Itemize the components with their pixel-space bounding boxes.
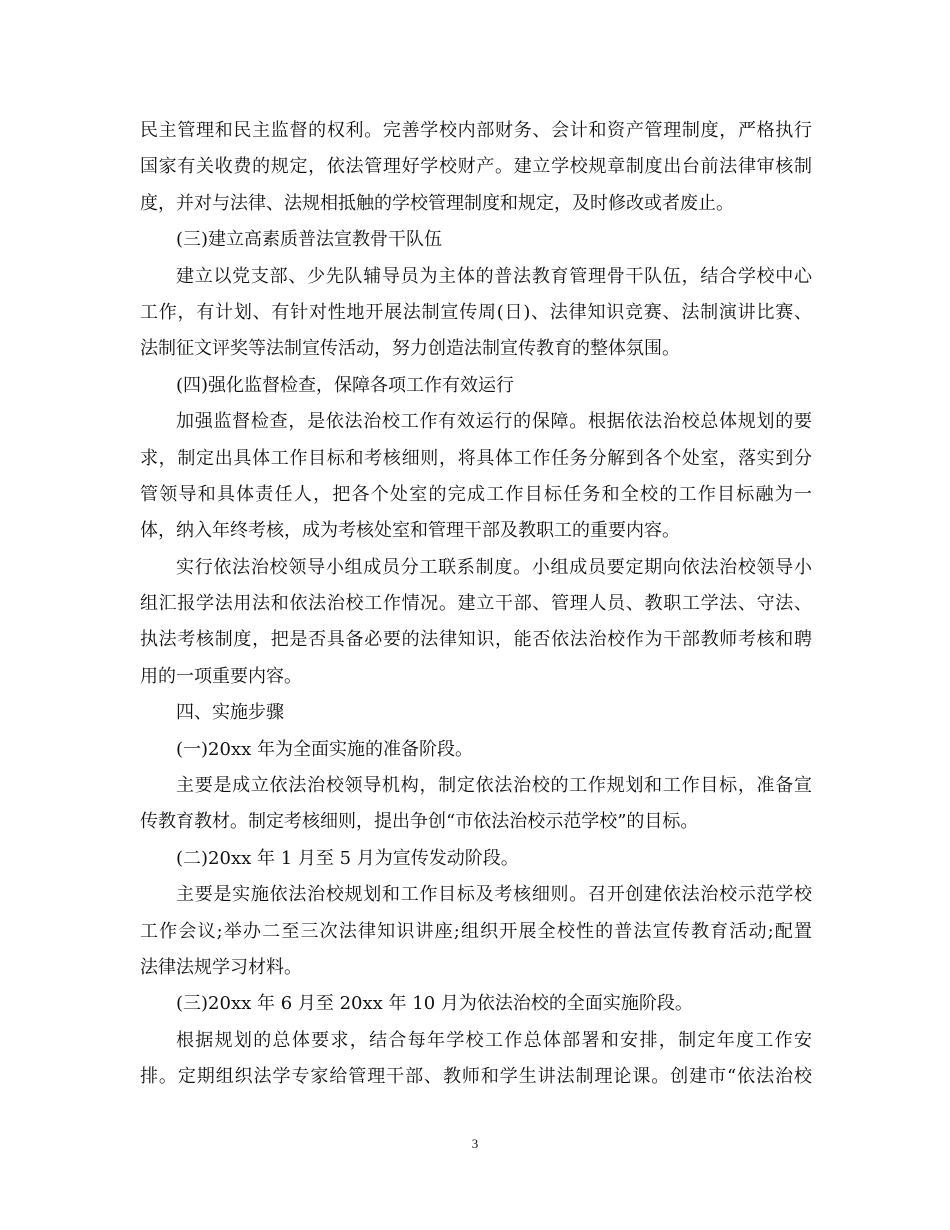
text-line: 求，制定出具体工作目标和考核细则，将具体工作任务分解到各个处室，落实到分 (140, 447, 812, 469)
text-line: 排。定期组织法学专家给管理干部、教师和学生讲法制理论课。创建市“依法治校 (140, 1066, 812, 1088)
text-line: 执法考核制度，把是否具备必要的法律知识，能否依法治校作为干部教师考核和聘 (140, 629, 812, 651)
text-line: 工作，有计划、有针对性地开展法制宣传周(日)、法律知识竞赛、法制演讲比赛、 (140, 301, 812, 323)
text-line: 体，纳入年终考核，成为考核处室和管理干部及教职工的重要内容。 (140, 520, 680, 542)
stage-heading: (一)20xx 年为全面实施的准备阶段。 (176, 738, 473, 760)
text-line: 加强监督检查，是依法治校工作有效运行的保障。根据依法治校总体规划的要 (176, 411, 812, 433)
stage-heading: (二)20xx 年 1 月至 5 月为宣传发动阶段。 (176, 847, 519, 869)
stage-heading: (三)20xx 年 6 月至 20xx 年 10 月为依法治校的全面实施阶段。 (176, 993, 693, 1015)
text-line: 用的一项重要内容。 (140, 665, 302, 687)
text-line: 度，并对与法律、法规相抵触的学校管理制度和规定，及时修改或者废止。 (140, 192, 734, 214)
text-line: 主要是实施依法治校规划和工作目标及考核细则。召开创建依法治校示范学校 (176, 884, 812, 906)
text-line: 国家有关收费的规定，依法管理好学校财产。建立学校规章制度出台前法律审核制 (140, 156, 812, 178)
text-line: 工作会议;举办二至三次法律知识讲座;组织开展全校性的普法宣传教育活动;配置 (140, 920, 812, 942)
text-line: 组汇报学法用法和依法治校工作情况。建立干部、管理人员、教职工学法、守法、 (140, 593, 812, 615)
document-body (140, 113, 812, 1096)
text-line: 法制征文评奖等法制宣传活动，努力创造法制宣传教育的整体氛围。 (140, 338, 680, 360)
text-line: 建立以党支部、少先队辅导员为主体的普法教育管理骨干队伍，结合学校中心 (176, 265, 812, 287)
text-line: 法律法规学习材料。 (140, 956, 302, 978)
section-heading: (三)建立高素质普法宣教骨干队伍 (176, 229, 443, 251)
section-heading: 四、实施步骤 (176, 702, 284, 724)
text-line: 传教育教材。制定考核细则，提出争创“市依法治校示范学校”的目标。 (140, 811, 699, 833)
section-heading: (四)强化监督检查，保障各项工作有效运行 (176, 374, 515, 396)
page-number: 3 (471, 1136, 479, 1151)
text-line: 根据规划的总体要求，结合每年学校工作总体部署和安排，制定年度工作安 (176, 1029, 812, 1051)
text-line: 实行依法治校领导小组成员分工联系制度。小组成员要定期向依法治校领导小 (176, 556, 812, 578)
text-line: 民主管理和民主监督的权利。完善学校内部财务、会计和资产管理制度，严格执行 (140, 120, 812, 141)
text-line: 主要是成立依法治校领导机构，制定依法治校的工作规划和工作目标，准备宣 (176, 775, 812, 797)
text-line: 管领导和具体责任人，把各个处室的完成工作目标任务和全校的工作目标融为一 (140, 483, 812, 505)
